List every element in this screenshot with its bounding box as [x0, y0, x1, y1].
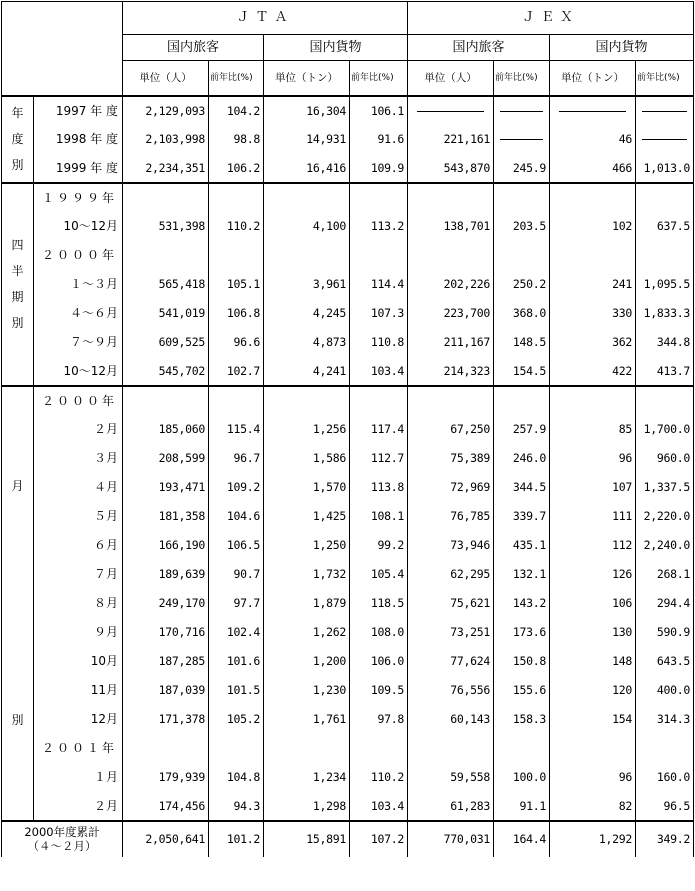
- table-row: [2, 212, 694, 241]
- jex-cargo-yoy-cell: 96.5: [636, 792, 694, 821]
- jex-passengers-cell: 62,295: [408, 560, 494, 589]
- empty-cell: [408, 386, 494, 415]
- jta-passenger-yoy-cell: 90.7: [209, 560, 264, 589]
- jex-cargo-yoy-cell: 344.8: [636, 328, 694, 357]
- jta-cargo-yoy-cell: 103.4: [350, 357, 408, 386]
- jta-passenger-yoy-cell: 101.6: [209, 647, 264, 676]
- jex-cargo-header: 国内貨物: [550, 35, 694, 61]
- table-row: [2, 763, 694, 792]
- jta-cargo-yoy-cell: 113.8: [350, 473, 408, 502]
- table-row: [2, 502, 694, 531]
- unit-person: 単位（人）: [408, 61, 494, 96]
- year-heading: ２０００年: [34, 386, 123, 415]
- jex-passengers-cell: 202,226: [408, 270, 494, 299]
- jta-passengers-cell: 187,039: [123, 676, 209, 705]
- row-label: 1998 年 度: [34, 125, 123, 154]
- empty-cell: [636, 386, 694, 415]
- jex-passenger-yoy-cell: 435.1: [494, 531, 550, 560]
- jta-passengers-cell: 2,129,093: [123, 96, 209, 125]
- jex-passenger-yoy-cell: 150.8: [494, 647, 550, 676]
- jta-passenger-yoy-cell: 97.7: [209, 589, 264, 618]
- jta-cargo-yoy-cell: 108.0: [350, 618, 408, 647]
- row-label: 1999 年 度: [34, 154, 123, 183]
- jta-cargo-cell: 4,100: [264, 212, 350, 241]
- yoy-header: 前年比(%): [494, 61, 550, 96]
- row-label: ４～６月: [34, 299, 123, 328]
- jta-passenger-yoy-cell: 96.7: [209, 444, 264, 473]
- jex-passengers-total: 770,031: [408, 821, 494, 857]
- table-row: [2, 270, 694, 299]
- jta-cargo-total: 15,891: [264, 821, 350, 857]
- jex-cargo-yoy-cell: 960.0: [636, 444, 694, 473]
- jta-header: ＪＴＡ: [123, 2, 408, 35]
- jta-cargo-cell: 1,230: [264, 676, 350, 705]
- jta-passengers-cell: 174,456: [123, 792, 209, 821]
- jta-passengers-cell: 171,378: [123, 705, 209, 734]
- empty-cell: [209, 241, 264, 270]
- year-heading-row: [2, 241, 694, 270]
- jex-passenger-yoy-cell: 246.0: [494, 444, 550, 473]
- table-row: [2, 125, 694, 154]
- jex-cargo-yoy-cell: 637.5: [636, 212, 694, 241]
- jex-passengers-cell: 61,283: [408, 792, 494, 821]
- jta-passengers-cell: 187,285: [123, 647, 209, 676]
- total-row: [2, 821, 694, 857]
- empty-cell: [264, 241, 350, 270]
- jex-passengers-cell: 221,161: [408, 125, 494, 154]
- row-label: ９月: [34, 618, 123, 647]
- jta-passenger-yoy-cell: 104.8: [209, 763, 264, 792]
- jta-passenger-yoy-cell: 109.2: [209, 473, 264, 502]
- jex-cargo-yoy-cell: 294.4: [636, 589, 694, 618]
- jta-cargo-yoy-cell: 107.3: [350, 299, 408, 328]
- jta-cargo-yoy-cell: 99.2: [350, 531, 408, 560]
- jta-passenger-yoy-cell: 104.2: [209, 96, 264, 125]
- jta-cargo-yoy-cell: 112.7: [350, 444, 408, 473]
- jex-passengers-cell: 214,323: [408, 357, 494, 386]
- jex-cargo-yoy-cell: 1,337.5: [636, 473, 694, 502]
- jta-cargo-cell: 1,570: [264, 473, 350, 502]
- jex-cargo-cell: 111: [550, 502, 636, 531]
- jta-cargo-cell: 4,873: [264, 328, 350, 357]
- year-heading: ２０００年: [34, 241, 123, 270]
- jex-cargo-cell: 241: [550, 270, 636, 299]
- jta-cargo-yoy-cell: 91.6: [350, 125, 408, 154]
- jta-passengers-cell: 170,716: [123, 618, 209, 647]
- empty-cell: [123, 183, 209, 212]
- not-applicable-dash: [550, 96, 636, 125]
- year-heading: ２００１年: [34, 734, 123, 763]
- empty-cell: [350, 183, 408, 212]
- not-applicable-dash: [494, 96, 550, 125]
- jex-passenger-yoy-cell: 143.2: [494, 589, 550, 618]
- jta-cargo-cell: 3,961: [264, 270, 350, 299]
- jta-cargo-yoy-cell: 97.8: [350, 705, 408, 734]
- jex-passenger-yoy-cell: 100.0: [494, 763, 550, 792]
- jex-passenger-yoy-cell: 339.7: [494, 502, 550, 531]
- empty-cell: [408, 241, 494, 270]
- not-applicable-dash: [408, 96, 494, 125]
- jex-passenger-yoy-cell: 132.1: [494, 560, 550, 589]
- empty-cell: [494, 241, 550, 270]
- jta-cargo-cell: 16,416: [264, 154, 350, 183]
- row-label: 10月: [34, 647, 123, 676]
- empty-cell: [264, 734, 350, 763]
- unit-ton: 単位（トン）: [550, 61, 636, 96]
- row-label: ７～９月: [34, 328, 123, 357]
- total-label: 2000年度累計 （４～２月）: [2, 821, 123, 857]
- yoy-header: 前年比(%): [209, 61, 264, 96]
- yoy-header: 前年比(%): [636, 61, 694, 96]
- jta-passengers-cell: 166,190: [123, 531, 209, 560]
- jta-passengers-cell: 2,103,998: [123, 125, 209, 154]
- jex-passenger-yoy-cell: 344.5: [494, 473, 550, 502]
- jta-cargo-yoy-cell: 109.5: [350, 676, 408, 705]
- jta-passenger-yoy-total: 101.2: [209, 821, 264, 857]
- row-label: ４月: [34, 473, 123, 502]
- jex-cargo-yoy-cell: 1,700.0: [636, 415, 694, 444]
- table-row: [2, 96, 694, 125]
- empty-cell: [123, 734, 209, 763]
- jex-cargo-cell: 106: [550, 589, 636, 618]
- jta-cargo-yoy-cell: 109.9: [350, 154, 408, 183]
- jex-cargo-cell: 126: [550, 560, 636, 589]
- jta-cargo-cell: 16,304: [264, 96, 350, 125]
- empty-cell: [550, 386, 636, 415]
- table-row: [2, 531, 694, 560]
- jex-cargo-cell: 362: [550, 328, 636, 357]
- jta-passenger-yoy-cell: 102.4: [209, 618, 264, 647]
- not-applicable-dash: [636, 96, 694, 125]
- empty-cell: [209, 386, 264, 415]
- statistics-table: [1, 1, 694, 857]
- table-row: [2, 705, 694, 734]
- jta-cargo-cell: 4,245: [264, 299, 350, 328]
- row-label: １～３月: [34, 270, 123, 299]
- jta-cargo-yoy-cell: 106.1: [350, 96, 408, 125]
- jex-passenger-yoy-cell: 154.5: [494, 357, 550, 386]
- jta-passengers-cell: 193,471: [123, 473, 209, 502]
- empty-cell: [350, 386, 408, 415]
- table-row: [2, 444, 694, 473]
- empty-cell: [550, 241, 636, 270]
- jta-passengers-cell: 565,418: [123, 270, 209, 299]
- jex-passengers-cell: 76,556: [408, 676, 494, 705]
- group-label-yearly: 年 度 別: [2, 96, 34, 183]
- jex-passenger-yoy-cell: 173.6: [494, 618, 550, 647]
- jta-passenger-yoy-cell: 106.2: [209, 154, 264, 183]
- jex-cargo-cell: 112: [550, 531, 636, 560]
- row-label: ２月: [34, 792, 123, 821]
- corner-cell: [2, 2, 123, 96]
- jta-passenger-header: 国内旅客: [123, 35, 264, 61]
- jta-passengers-cell: 249,170: [123, 589, 209, 618]
- jta-cargo-cell: 1,298: [264, 792, 350, 821]
- jex-passengers-cell: 75,389: [408, 444, 494, 473]
- jta-cargo-yoy-cell: 114.4: [350, 270, 408, 299]
- empty-cell: [264, 183, 350, 212]
- row-label: ６月: [34, 531, 123, 560]
- jta-cargo-cell: 1,586: [264, 444, 350, 473]
- jex-cargo-cell: 130: [550, 618, 636, 647]
- year-heading-row: [2, 386, 694, 415]
- jta-passenger-yoy-cell: 106.5: [209, 531, 264, 560]
- row-label: ２月: [34, 415, 123, 444]
- empty-cell: [408, 734, 494, 763]
- jta-cargo-header: 国内貨物: [264, 35, 408, 61]
- jex-passengers-cell: 223,700: [408, 299, 494, 328]
- jex-passenger-yoy-cell: 148.5: [494, 328, 550, 357]
- jta-cargo-yoy-cell: 106.0: [350, 647, 408, 676]
- empty-cell: [636, 241, 694, 270]
- jex-passengers-cell: 72,969: [408, 473, 494, 502]
- jex-cargo-cell: 82: [550, 792, 636, 821]
- jex-passenger-yoy-cell: 257.9: [494, 415, 550, 444]
- jex-cargo-cell: 46: [550, 125, 636, 154]
- jex-cargo-cell: 422: [550, 357, 636, 386]
- jta-passenger-yoy-cell: 102.7: [209, 357, 264, 386]
- jta-cargo-cell: 1,234: [264, 763, 350, 792]
- jta-cargo-yoy-cell: 103.4: [350, 792, 408, 821]
- row-label: ５月: [34, 502, 123, 531]
- jta-cargo-yoy-cell: 117.4: [350, 415, 408, 444]
- table-row: [2, 473, 694, 502]
- jex-cargo-yoy-cell: 160.0: [636, 763, 694, 792]
- empty-cell: [636, 183, 694, 212]
- table-row: [2, 328, 694, 357]
- jex-passenger-yoy-cell: 250.2: [494, 270, 550, 299]
- jex-cargo-yoy-cell: 314.3: [636, 705, 694, 734]
- jta-passenger-yoy-cell: 98.8: [209, 125, 264, 154]
- table-row: [2, 792, 694, 821]
- unit-ton: 単位（トン）: [264, 61, 350, 96]
- jta-passengers-cell: 189,639: [123, 560, 209, 589]
- jex-cargo-cell: 85: [550, 415, 636, 444]
- jex-passengers-cell: 60,143: [408, 705, 494, 734]
- table-row: [2, 647, 694, 676]
- jex-cargo-yoy-cell: 2,220.0: [636, 502, 694, 531]
- dash-mark: [559, 111, 625, 112]
- row-label: 10～12月: [34, 212, 123, 241]
- row-label: １月: [34, 763, 123, 792]
- jta-passenger-yoy-cell: 110.2: [209, 212, 264, 241]
- jex-cargo-cell: 120: [550, 676, 636, 705]
- dash-mark: [642, 139, 686, 140]
- jta-cargo-cell: 1,879: [264, 589, 350, 618]
- jta-passengers-cell: 2,234,351: [123, 154, 209, 183]
- jex-passenger-yoy-cell: 368.0: [494, 299, 550, 328]
- jta-cargo-cell: 4,241: [264, 357, 350, 386]
- jex-header: ＪＥＸ: [408, 2, 694, 35]
- jta-passenger-yoy-cell: 104.6: [209, 502, 264, 531]
- jex-passengers-cell: 543,870: [408, 154, 494, 183]
- jta-passengers-cell: 185,060: [123, 415, 209, 444]
- jta-passengers-total: 2,050,641: [123, 821, 209, 857]
- jta-passenger-yoy-cell: 106.8: [209, 299, 264, 328]
- jex-cargo-yoy-cell: 400.0: [636, 676, 694, 705]
- jta-passengers-cell: 541,019: [123, 299, 209, 328]
- jta-passenger-yoy-cell: 101.5: [209, 676, 264, 705]
- jex-passenger-yoy-cell: 158.3: [494, 705, 550, 734]
- jta-passenger-yoy-cell: 105.2: [209, 705, 264, 734]
- jex-passengers-cell: 77,624: [408, 647, 494, 676]
- table-row: [2, 618, 694, 647]
- jex-cargo-cell: 102: [550, 212, 636, 241]
- jex-cargo-yoy-cell: 643.5: [636, 647, 694, 676]
- jex-cargo-cell: 466: [550, 154, 636, 183]
- jta-passengers-cell: 531,398: [123, 212, 209, 241]
- group-label-quarterly: 四 半 期 別: [2, 183, 34, 386]
- jex-cargo-yoy-cell: 1,095.5: [636, 270, 694, 299]
- row-label: 10～12月: [34, 357, 123, 386]
- jta-cargo-cell: 1,256: [264, 415, 350, 444]
- row-label: 12月: [34, 705, 123, 734]
- jex-cargo-cell: 96: [550, 763, 636, 792]
- jex-passengers-cell: 211,167: [408, 328, 494, 357]
- jta-cargo-yoy-cell: 108.1: [350, 502, 408, 531]
- jex-cargo-cell: 154: [550, 705, 636, 734]
- jex-passengers-cell: 73,251: [408, 618, 494, 647]
- jta-passenger-yoy-cell: 115.4: [209, 415, 264, 444]
- jta-cargo-cell: 1,200: [264, 647, 350, 676]
- jex-cargo-cell: 330: [550, 299, 636, 328]
- yoy-header: 前年比(%): [350, 61, 408, 96]
- jta-passenger-yoy-cell: 94.3: [209, 792, 264, 821]
- jta-cargo-cell: 14,931: [264, 125, 350, 154]
- empty-cell: [636, 734, 694, 763]
- year-heading: １９９９年: [34, 183, 123, 212]
- jta-passengers-cell: 208,599: [123, 444, 209, 473]
- row-label: 1997 年 度: [34, 96, 123, 125]
- jex-cargo-cell: 107: [550, 473, 636, 502]
- table-row: [2, 154, 694, 183]
- jex-passenger-yoy-cell: 245.9: [494, 154, 550, 183]
- jex-passenger-yoy-total: 164.4: [494, 821, 550, 857]
- empty-cell: [123, 241, 209, 270]
- jta-passenger-yoy-cell: 105.1: [209, 270, 264, 299]
- jta-passenger-yoy-cell: 96.6: [209, 328, 264, 357]
- jex-passenger-yoy-cell: 91.1: [494, 792, 550, 821]
- jex-cargo-yoy-cell: 1,013.0: [636, 154, 694, 183]
- dash-mark: [642, 111, 686, 112]
- empty-cell: [494, 734, 550, 763]
- jta-passengers-cell: 609,525: [123, 328, 209, 357]
- year-heading-row: [2, 734, 694, 763]
- empty-cell: [350, 241, 408, 270]
- jex-passenger-yoy-cell: 203.5: [494, 212, 550, 241]
- jex-cargo-yoy-cell: 268.1: [636, 560, 694, 589]
- empty-cell: [264, 386, 350, 415]
- table-row: [2, 589, 694, 618]
- jta-passengers-cell: 179,939: [123, 763, 209, 792]
- empty-cell: [209, 734, 264, 763]
- jex-cargo-yoy-cell: 590.9: [636, 618, 694, 647]
- table-row: [2, 299, 694, 328]
- jex-passengers-cell: 73,946: [408, 531, 494, 560]
- jex-passengers-cell: 67,250: [408, 415, 494, 444]
- jta-cargo-yoy-total: 107.2: [350, 821, 408, 857]
- jta-passengers-cell: 545,702: [123, 357, 209, 386]
- empty-cell: [408, 183, 494, 212]
- year-heading-row: [2, 183, 694, 212]
- jex-cargo-yoy-cell: 1,833.3: [636, 299, 694, 328]
- jex-cargo-total: 1,292: [550, 821, 636, 857]
- dash-mark: [500, 139, 543, 140]
- group-label-monthly: 月 別: [2, 386, 34, 821]
- table-row: [2, 676, 694, 705]
- dash-mark: [500, 111, 543, 112]
- jex-cargo-yoy-total: 349.2: [636, 821, 694, 857]
- jta-cargo-cell: 1,732: [264, 560, 350, 589]
- jex-cargo-yoy-cell: 2,240.0: [636, 531, 694, 560]
- jex-passenger-yoy-cell: 155.6: [494, 676, 550, 705]
- dash-mark: [417, 111, 483, 112]
- empty-cell: [209, 183, 264, 212]
- jta-passengers-cell: 181,358: [123, 502, 209, 531]
- not-applicable-dash: [494, 125, 550, 154]
- jta-cargo-cell: 1,761: [264, 705, 350, 734]
- row-label: ８月: [34, 589, 123, 618]
- jta-cargo-yoy-cell: 118.5: [350, 589, 408, 618]
- jta-cargo-yoy-cell: 110.2: [350, 763, 408, 792]
- row-label: 11月: [34, 676, 123, 705]
- jex-cargo-yoy-cell: 413.7: [636, 357, 694, 386]
- empty-cell: [494, 386, 550, 415]
- empty-cell: [123, 386, 209, 415]
- jta-cargo-yoy-cell: 110.8: [350, 328, 408, 357]
- empty-cell: [550, 183, 636, 212]
- empty-cell: [494, 183, 550, 212]
- jex-passengers-cell: 76,785: [408, 502, 494, 531]
- empty-cell: [550, 734, 636, 763]
- jta-cargo-cell: 1,250: [264, 531, 350, 560]
- table-row: [2, 560, 694, 589]
- table-row: [2, 415, 694, 444]
- jex-passengers-cell: 75,621: [408, 589, 494, 618]
- jta-cargo-cell: 1,262: [264, 618, 350, 647]
- jta-cargo-yoy-cell: 113.2: [350, 212, 408, 241]
- row-label: ３月: [34, 444, 123, 473]
- jta-cargo-yoy-cell: 105.4: [350, 560, 408, 589]
- row-label: ７月: [34, 560, 123, 589]
- jex-passengers-cell: 59,558: [408, 763, 494, 792]
- not-applicable-dash: [636, 125, 694, 154]
- jex-cargo-cell: 96: [550, 444, 636, 473]
- jta-cargo-cell: 1,425: [264, 502, 350, 531]
- jex-passenger-header: 国内旅客: [408, 35, 550, 61]
- table-row: [2, 357, 694, 386]
- empty-cell: [350, 734, 408, 763]
- jex-passengers-cell: 138,701: [408, 212, 494, 241]
- unit-person: 単位（人）: [123, 61, 209, 96]
- jex-cargo-cell: 148: [550, 647, 636, 676]
